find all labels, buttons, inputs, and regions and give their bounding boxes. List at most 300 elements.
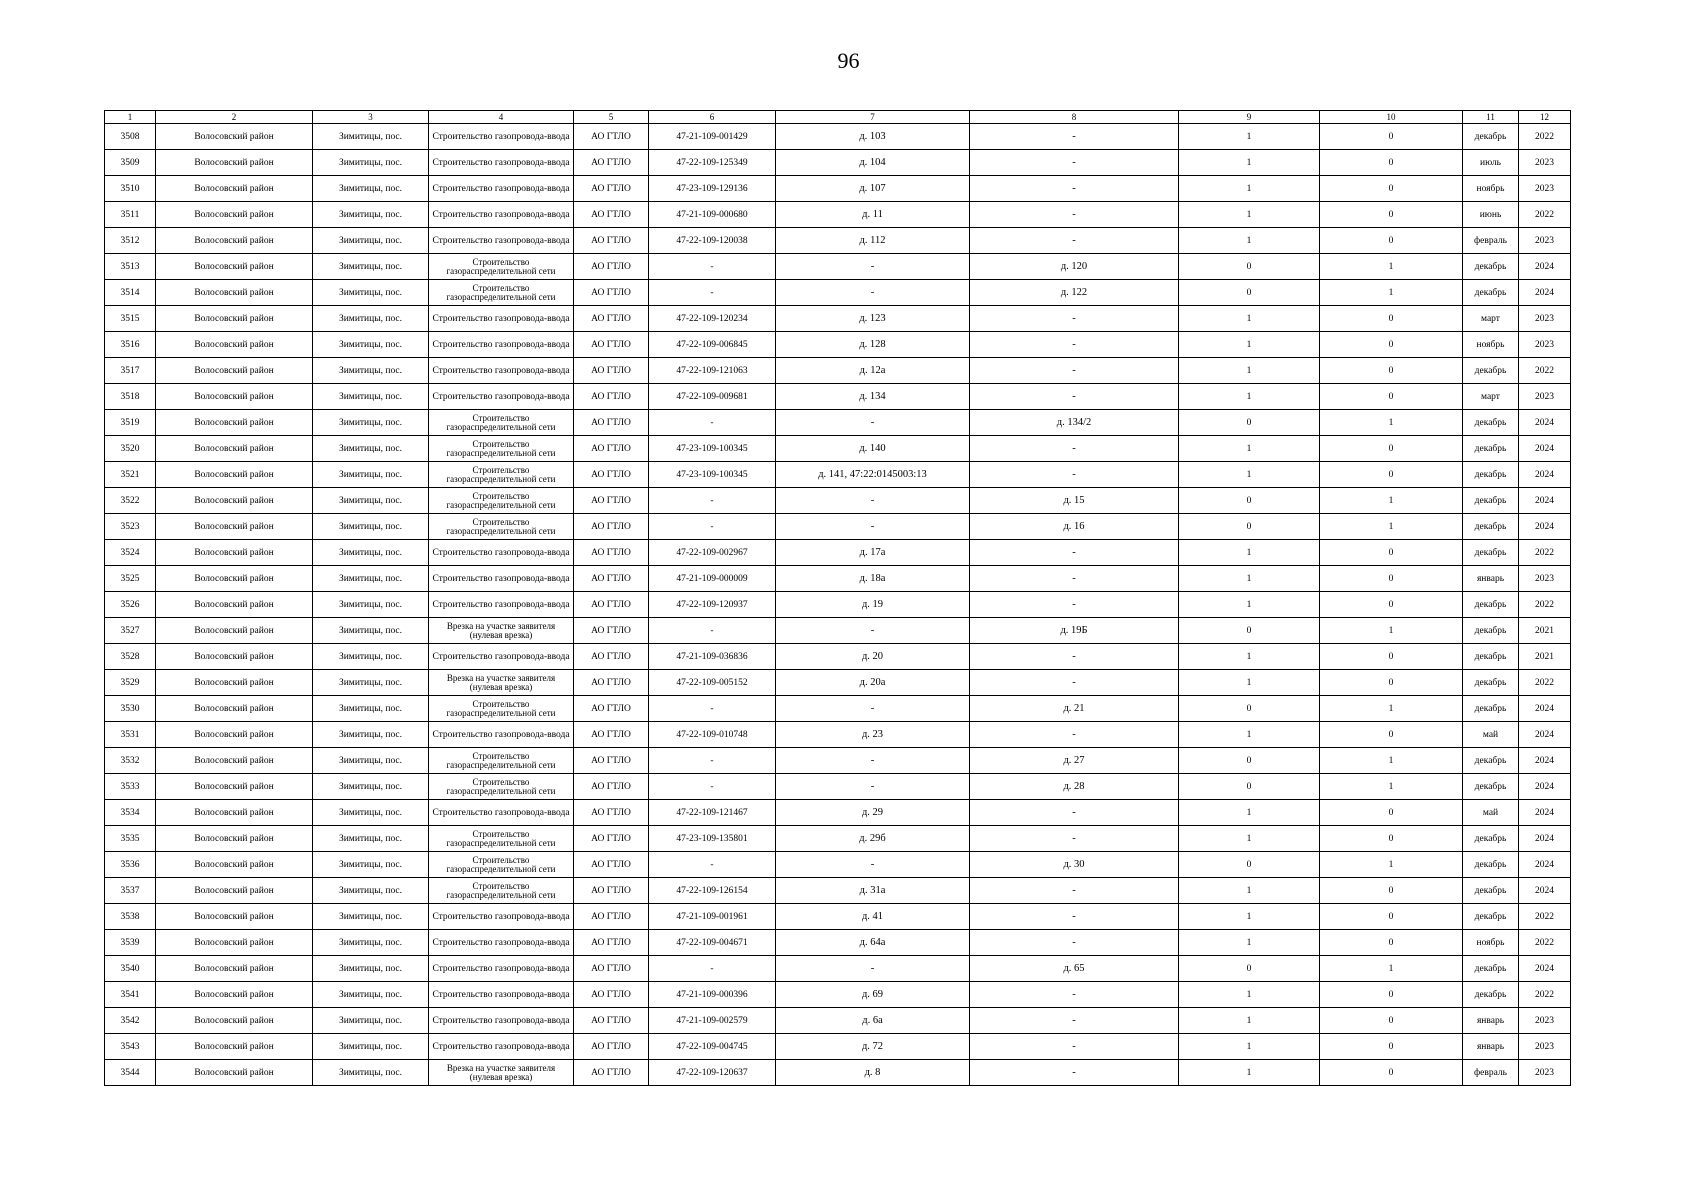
cell-count-input: 0 (1179, 774, 1320, 800)
cell-year: 2021 (1519, 644, 1571, 670)
cell-organization: АО ГТЛО (574, 150, 649, 176)
cell-application-number: 47-21-109-000680 (649, 202, 776, 228)
cell-address-network: - (970, 306, 1179, 332)
cell-count-network: 1 (1320, 254, 1463, 280)
cell-address-network: д. 19Б (970, 618, 1179, 644)
cell-address-network: - (970, 1008, 1179, 1034)
cell-count-network: 0 (1320, 566, 1463, 592)
cell-address: д. 29 (776, 800, 970, 826)
cell-settlement: Зимитицы, пос. (313, 748, 429, 774)
cell-row-number: 3509 (105, 150, 156, 176)
cell-count-input: 0 (1179, 410, 1320, 436)
cell-address-network: - (970, 644, 1179, 670)
cell-work-type: Строительство газопровода-ввода (429, 306, 574, 332)
cell-address-network: - (970, 124, 1179, 150)
cell-address-network: - (970, 930, 1179, 956)
cell-district: Волосовский район (156, 956, 313, 982)
cell-count-input: 1 (1179, 644, 1320, 670)
cell-organization: АО ГТЛО (574, 800, 649, 826)
cell-application-number: - (649, 852, 776, 878)
cell-count-input: 0 (1179, 956, 1320, 982)
cell-organization: АО ГТЛО (574, 124, 649, 150)
cell-address: д. 31а (776, 878, 970, 904)
cell-organization: АО ГТЛО (574, 904, 649, 930)
cell-count-network: 1 (1320, 956, 1463, 982)
cell-address: д. 20 (776, 644, 970, 670)
column-header-5: 5 (574, 111, 649, 124)
cell-district: Волосовский район (156, 150, 313, 176)
cell-district: Волосовский район (156, 514, 313, 540)
cell-organization: АО ГТЛО (574, 410, 649, 436)
cell-address-network: д. 65 (970, 956, 1179, 982)
cell-year: 2023 (1519, 150, 1571, 176)
cell-count-input: 1 (1179, 826, 1320, 852)
cell-settlement: Зимитицы, пос. (313, 384, 429, 410)
cell-settlement: Зимитицы, пос. (313, 436, 429, 462)
cell-month: декабрь (1463, 436, 1519, 462)
cell-count-input: 1 (1179, 176, 1320, 202)
cell-count-input: 1 (1179, 124, 1320, 150)
table-row (105, 358, 1571, 384)
cell-count-network: 0 (1320, 540, 1463, 566)
cell-count-network: 1 (1320, 748, 1463, 774)
cell-work-type: Строительство газораспределительной сети (429, 852, 574, 878)
cell-row-number: 3539 (105, 930, 156, 956)
column-header-12: 12 (1519, 111, 1571, 124)
cell-application-number: 47-23-109-129136 (649, 176, 776, 202)
cell-settlement: Зимитицы, пос. (313, 306, 429, 332)
cell-count-network: 0 (1320, 462, 1463, 488)
cell-address: д. 141, 47:22:0145003:13 (776, 462, 970, 488)
cell-month: январь (1463, 1034, 1519, 1060)
cell-district: Волосовский район (156, 202, 313, 228)
cell-address: - (776, 748, 970, 774)
cell-count-network: 1 (1320, 774, 1463, 800)
cell-count-network: 0 (1320, 722, 1463, 748)
cell-address-network: - (970, 228, 1179, 254)
cell-year: 2024 (1519, 254, 1571, 280)
cell-month: май (1463, 800, 1519, 826)
cell-count-network: 0 (1320, 592, 1463, 618)
cell-address: - (776, 774, 970, 800)
table-row (105, 514, 1571, 540)
cell-district: Волосовский район (156, 384, 313, 410)
column-header-7: 7 (776, 111, 970, 124)
cell-count-input: 1 (1179, 566, 1320, 592)
cell-month: декабрь (1463, 514, 1519, 540)
cell-count-network: 0 (1320, 982, 1463, 1008)
table-row (105, 228, 1571, 254)
cell-settlement: Зимитицы, пос. (313, 150, 429, 176)
cell-address: д. 104 (776, 150, 970, 176)
cell-organization: АО ГТЛО (574, 228, 649, 254)
table-row (105, 930, 1571, 956)
cell-work-type: Строительство газораспределительной сети (429, 410, 574, 436)
cell-organization: АО ГТЛО (574, 488, 649, 514)
cell-address-network: д. 120 (970, 254, 1179, 280)
cell-settlement: Зимитицы, пос. (313, 202, 429, 228)
cell-organization: АО ГТЛО (574, 930, 649, 956)
cell-address: д. 19 (776, 592, 970, 618)
cell-district: Волосовский район (156, 800, 313, 826)
cell-row-number: 3540 (105, 956, 156, 982)
cell-month: декабрь (1463, 462, 1519, 488)
cell-application-number: 47-22-109-010748 (649, 722, 776, 748)
table-row (105, 384, 1571, 410)
cell-district: Волосовский район (156, 410, 313, 436)
cell-count-network: 1 (1320, 618, 1463, 644)
cell-month: декабрь (1463, 488, 1519, 514)
cell-work-type: Строительство газораспределительной сети (429, 774, 574, 800)
cell-year: 2024 (1519, 956, 1571, 982)
cell-settlement: Зимитицы, пос. (313, 540, 429, 566)
cell-address: - (776, 852, 970, 878)
cell-month: декабрь (1463, 670, 1519, 696)
cell-organization: АО ГТЛО (574, 592, 649, 618)
cell-year: 2024 (1519, 774, 1571, 800)
cell-month: ноябрь (1463, 930, 1519, 956)
cell-count-input: 1 (1179, 930, 1320, 956)
cell-settlement: Зимитицы, пос. (313, 930, 429, 956)
cell-district: Волосовский район (156, 592, 313, 618)
cell-settlement: Зимитицы, пос. (313, 566, 429, 592)
cell-count-network: 0 (1320, 150, 1463, 176)
cell-count-input: 0 (1179, 254, 1320, 280)
cell-row-number: 3512 (105, 228, 156, 254)
cell-address-network: д. 122 (970, 280, 1179, 306)
table-row (105, 592, 1571, 618)
cell-count-network: 0 (1320, 176, 1463, 202)
cell-address-network: - (970, 800, 1179, 826)
table-header (105, 111, 1571, 124)
cell-year: 2024 (1519, 748, 1571, 774)
cell-month: декабрь (1463, 852, 1519, 878)
cell-organization: АО ГТЛО (574, 618, 649, 644)
column-header-1: 1 (105, 111, 156, 124)
cell-application-number: - (649, 488, 776, 514)
cell-count-network: 1 (1320, 696, 1463, 722)
cell-month: декабрь (1463, 618, 1519, 644)
cell-district: Волосовский район (156, 280, 313, 306)
cell-address-network: - (970, 540, 1179, 566)
column-header-10: 10 (1320, 111, 1463, 124)
cell-address-network: - (970, 176, 1179, 202)
cell-address-network: - (970, 332, 1179, 358)
cell-work-type: Строительство газопровода-ввода (429, 540, 574, 566)
cell-application-number: 47-22-109-125349 (649, 150, 776, 176)
cell-count-network: 0 (1320, 1060, 1463, 1086)
cell-count-network: 0 (1320, 384, 1463, 410)
cell-address-network: д. 28 (970, 774, 1179, 800)
cell-work-type: Строительство газораспределительной сети (429, 488, 574, 514)
cell-application-number: 47-21-109-002579 (649, 1008, 776, 1034)
cell-work-type: Строительство газораспределительной сети (429, 254, 574, 280)
cell-address: д. 11 (776, 202, 970, 228)
cell-row-number: 3516 (105, 332, 156, 358)
table-row (105, 150, 1571, 176)
cell-year: 2024 (1519, 826, 1571, 852)
cell-organization: АО ГТЛО (574, 748, 649, 774)
cell-count-network: 0 (1320, 202, 1463, 228)
cell-district: Волосовский район (156, 878, 313, 904)
cell-work-type: Строительство газопровода-ввода (429, 176, 574, 202)
cell-address-network: - (970, 722, 1179, 748)
cell-row-number: 3527 (105, 618, 156, 644)
table-row (105, 488, 1571, 514)
cell-count-input: 1 (1179, 1060, 1320, 1086)
cell-count-input: 1 (1179, 540, 1320, 566)
cell-count-input: 1 (1179, 228, 1320, 254)
cell-address: - (776, 254, 970, 280)
cell-organization: АО ГТЛО (574, 540, 649, 566)
cell-work-type: Строительство газопровода-ввода (429, 1034, 574, 1060)
cell-work-type: Строительство газопровода-ввода (429, 592, 574, 618)
cell-district: Волосовский район (156, 332, 313, 358)
cell-address-network: - (970, 878, 1179, 904)
cell-district: Волосовский район (156, 774, 313, 800)
cell-district: Волосовский район (156, 462, 313, 488)
cell-year: 2023 (1519, 1008, 1571, 1034)
cell-row-number: 3517 (105, 358, 156, 384)
cell-settlement: Зимитицы, пос. (313, 982, 429, 1008)
cell-district: Волосовский район (156, 176, 313, 202)
cell-settlement: Зимитицы, пос. (313, 1060, 429, 1086)
cell-organization: АО ГТЛО (574, 1008, 649, 1034)
cell-address: д. 6а (776, 1008, 970, 1034)
cell-month: февраль (1463, 228, 1519, 254)
cell-settlement: Зимитицы, пос. (313, 228, 429, 254)
cell-district: Волосовский район (156, 618, 313, 644)
cell-organization: АО ГТЛО (574, 462, 649, 488)
cell-year: 2021 (1519, 618, 1571, 644)
cell-address: д. 112 (776, 228, 970, 254)
cell-application-number: 47-23-109-135801 (649, 826, 776, 852)
table-row (105, 826, 1571, 852)
cell-organization: АО ГТЛО (574, 878, 649, 904)
cell-count-input: 1 (1179, 982, 1320, 1008)
cell-application-number: - (649, 254, 776, 280)
cell-month: декабрь (1463, 124, 1519, 150)
cell-month: июнь (1463, 202, 1519, 228)
cell-address-network: - (970, 1034, 1179, 1060)
cell-row-number: 3519 (105, 410, 156, 436)
cell-organization: АО ГТЛО (574, 826, 649, 852)
cell-count-network: 1 (1320, 514, 1463, 540)
cell-row-number: 3510 (105, 176, 156, 202)
cell-count-network: 0 (1320, 124, 1463, 150)
cell-work-type: Строительство газопровода-ввода (429, 124, 574, 150)
cell-year: 2022 (1519, 124, 1571, 150)
cell-count-input: 1 (1179, 358, 1320, 384)
cell-work-type: Врезка на участке заявителя (нулевая врезка) (429, 670, 574, 696)
cell-address: д. 41 (776, 904, 970, 930)
cell-settlement: Зимитицы, пос. (313, 618, 429, 644)
cell-application-number: 47-21-109-000009 (649, 566, 776, 592)
table-row (105, 436, 1571, 462)
page-number: 96 (837, 48, 860, 73)
cell-application-number: 47-22-109-004671 (649, 930, 776, 956)
cell-count-network: 0 (1320, 1008, 1463, 1034)
cell-address-network: д. 27 (970, 748, 1179, 774)
table-row (105, 618, 1571, 644)
table-row (105, 332, 1571, 358)
cell-district: Волосовский район (156, 904, 313, 930)
cell-work-type: Строительство газопровода-ввода (429, 566, 574, 592)
cell-settlement: Зимитицы, пос. (313, 488, 429, 514)
cell-row-number: 3532 (105, 748, 156, 774)
cell-organization: АО ГТЛО (574, 202, 649, 228)
cell-count-input: 1 (1179, 462, 1320, 488)
table-row (105, 774, 1571, 800)
cell-application-number: - (649, 410, 776, 436)
cell-count-network: 0 (1320, 800, 1463, 826)
cell-row-number: 3518 (105, 384, 156, 410)
cell-settlement: Зимитицы, пос. (313, 410, 429, 436)
cell-work-type: Строительство газопровода-ввода (429, 202, 574, 228)
cell-settlement: Зимитицы, пос. (313, 644, 429, 670)
cell-work-type: Строительство газопровода-ввода (429, 982, 574, 1008)
cell-application-number: 47-22-109-002967 (649, 540, 776, 566)
cell-work-type: Строительство газопровода-ввода (429, 644, 574, 670)
cell-year: 2023 (1519, 1034, 1571, 1060)
cell-address: д. 103 (776, 124, 970, 150)
table-row (105, 202, 1571, 228)
cell-district: Волосовский район (156, 436, 313, 462)
cell-count-input: 0 (1179, 488, 1320, 514)
table-row (105, 176, 1571, 202)
cell-organization: АО ГТЛО (574, 722, 649, 748)
cell-count-input: 1 (1179, 670, 1320, 696)
cell-address-network: д. 134/2 (970, 410, 1179, 436)
cell-district: Волосовский район (156, 124, 313, 150)
cell-application-number: 47-22-109-004745 (649, 1034, 776, 1060)
table-row (105, 410, 1571, 436)
cell-organization: АО ГТЛО (574, 1034, 649, 1060)
cell-application-number: 47-22-109-009681 (649, 384, 776, 410)
cell-address: д. 69 (776, 982, 970, 1008)
cell-year: 2022 (1519, 982, 1571, 1008)
cell-count-network: 0 (1320, 878, 1463, 904)
cell-work-type: Строительство газопровода-ввода (429, 904, 574, 930)
cell-address-network: - (970, 436, 1179, 462)
table-row (105, 1008, 1571, 1034)
cell-application-number: 47-22-109-121467 (649, 800, 776, 826)
cell-month: март (1463, 306, 1519, 332)
cell-district: Волосовский район (156, 930, 313, 956)
cell-district: Волосовский район (156, 254, 313, 280)
cell-application-number: 47-21-109-001961 (649, 904, 776, 930)
cell-month: январь (1463, 1008, 1519, 1034)
cell-count-network: 0 (1320, 644, 1463, 670)
cell-address: д. 12а (776, 358, 970, 384)
cell-district: Волосовский район (156, 306, 313, 332)
cell-year: 2023 (1519, 228, 1571, 254)
cell-month: декабрь (1463, 644, 1519, 670)
cell-month: март (1463, 384, 1519, 410)
cell-year: 2024 (1519, 436, 1571, 462)
cell-month: февраль (1463, 1060, 1519, 1086)
cell-district: Волосовский район (156, 1034, 313, 1060)
cell-address-network: - (970, 566, 1179, 592)
cell-address-network: - (970, 670, 1179, 696)
cell-year: 2024 (1519, 488, 1571, 514)
cell-row-number: 3533 (105, 774, 156, 800)
cell-address-network: - (970, 826, 1179, 852)
table-row (105, 956, 1571, 982)
cell-application-number: 47-21-109-036836 (649, 644, 776, 670)
cell-row-number: 3544 (105, 1060, 156, 1086)
header-row (105, 111, 1571, 124)
cell-year: 2023 (1519, 1060, 1571, 1086)
cell-count-input: 1 (1179, 384, 1320, 410)
cell-application-number: - (649, 618, 776, 644)
cell-year: 2022 (1519, 202, 1571, 228)
cell-application-number: 47-22-109-121063 (649, 358, 776, 384)
cell-count-input: 1 (1179, 1008, 1320, 1034)
table-row (105, 748, 1571, 774)
cell-organization: АО ГТЛО (574, 514, 649, 540)
cell-month: декабрь (1463, 280, 1519, 306)
cell-count-input: 0 (1179, 280, 1320, 306)
cell-settlement: Зимитицы, пос. (313, 1008, 429, 1034)
cell-district: Волосовский район (156, 826, 313, 852)
table-body (105, 124, 1571, 1086)
cell-year: 2024 (1519, 410, 1571, 436)
cell-row-number: 3536 (105, 852, 156, 878)
cell-year: 2023 (1519, 332, 1571, 358)
column-header-11: 11 (1463, 111, 1519, 124)
table-row (105, 306, 1571, 332)
table-row (105, 254, 1571, 280)
cell-year: 2022 (1519, 930, 1571, 956)
cell-address: д. 134 (776, 384, 970, 410)
cell-work-type: Строительство газопровода-ввода (429, 722, 574, 748)
cell-address-network: - (970, 1060, 1179, 1086)
cell-row-number: 3525 (105, 566, 156, 592)
cell-district: Волосовский район (156, 358, 313, 384)
cell-month: июль (1463, 150, 1519, 176)
table-row (105, 670, 1571, 696)
cell-row-number: 3538 (105, 904, 156, 930)
cell-year: 2022 (1519, 358, 1571, 384)
cell-district: Волосовский район (156, 540, 313, 566)
cell-application-number: 47-22-109-006845 (649, 332, 776, 358)
cell-row-number: 3535 (105, 826, 156, 852)
table-row (105, 904, 1571, 930)
cell-month: декабрь (1463, 982, 1519, 1008)
cell-count-input: 1 (1179, 878, 1320, 904)
cell-work-type: Строительство газопровода-ввода (429, 1008, 574, 1034)
cell-count-network: 0 (1320, 228, 1463, 254)
table-row (105, 280, 1571, 306)
cell-year: 2023 (1519, 384, 1571, 410)
cell-address: д. 140 (776, 436, 970, 462)
cell-count-input: 1 (1179, 202, 1320, 228)
cell-count-network: 0 (1320, 306, 1463, 332)
cell-organization: АО ГТЛО (574, 358, 649, 384)
cell-count-network: 0 (1320, 436, 1463, 462)
cell-settlement: Зимитицы, пос. (313, 592, 429, 618)
cell-address-network: - (970, 384, 1179, 410)
cell-year: 2023 (1519, 306, 1571, 332)
cell-month: декабрь (1463, 826, 1519, 852)
cell-count-network: 1 (1320, 280, 1463, 306)
cell-row-number: 3534 (105, 800, 156, 826)
cell-district: Волосовский район (156, 722, 313, 748)
cell-work-type: Строительство газопровода-ввода (429, 332, 574, 358)
cell-district: Волосовский район (156, 748, 313, 774)
cell-application-number: - (649, 956, 776, 982)
